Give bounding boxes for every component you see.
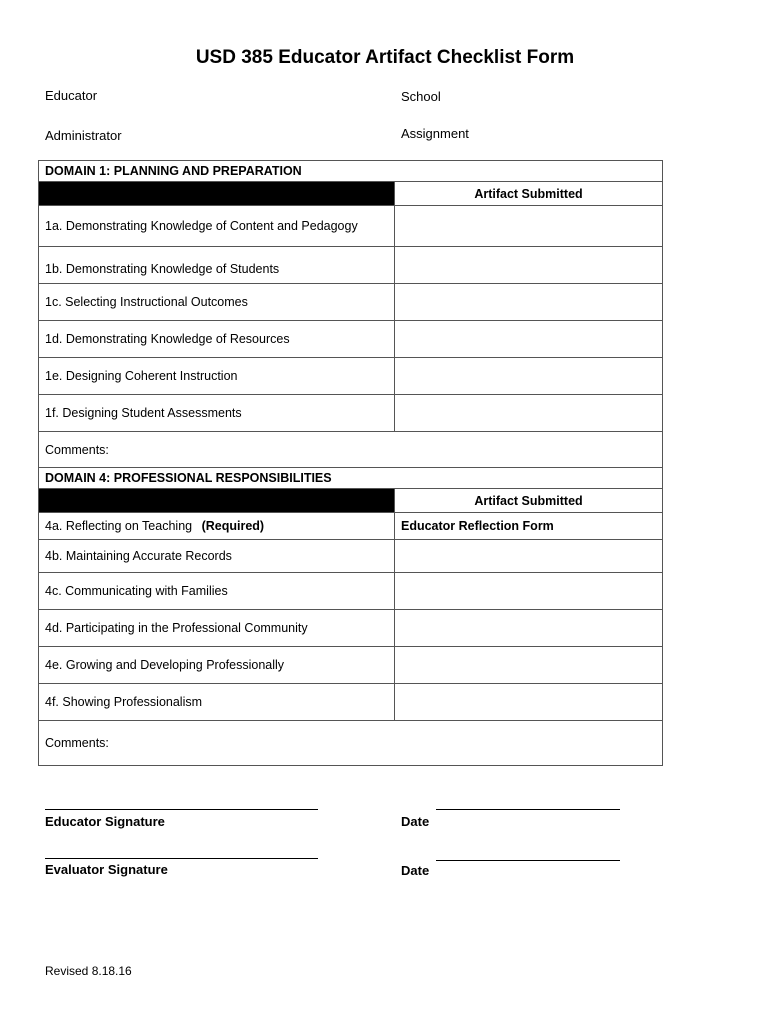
criterion-label: 1f. Designing Student Assessments bbox=[39, 395, 395, 432]
educator-date-line[interactable] bbox=[436, 809, 620, 810]
artifact-cell[interactable] bbox=[395, 610, 663, 647]
table-row bbox=[39, 358, 663, 395]
administrator-label: Administrator bbox=[45, 128, 122, 143]
artifact-cell[interactable] bbox=[395, 206, 663, 247]
artifact-cell[interactable] bbox=[395, 647, 663, 684]
page-title: USD 385 Educator Artifact Checklist Form bbox=[195, 47, 575, 68]
criterion-label-text: 4a. Reflecting on Teaching bbox=[45, 519, 193, 533]
table-row bbox=[39, 247, 663, 284]
educator-signature-label: Educator Signature bbox=[45, 814, 165, 829]
artifact-checklist-table bbox=[38, 160, 663, 766]
table-row bbox=[39, 540, 663, 573]
evaluator-signature-label: Evaluator Signature bbox=[45, 862, 168, 877]
criterion-label: 1c. Selecting Instructional Outcomes bbox=[39, 284, 395, 321]
assignment-label: Assignment bbox=[401, 126, 469, 141]
domain4-header-bar bbox=[39, 489, 395, 513]
criterion-label: 1e. Designing Coherent Instruction bbox=[39, 358, 395, 395]
criterion-label: 4e. Growing and Developing Professionally bbox=[39, 647, 395, 684]
domain1-header-bar bbox=[39, 182, 395, 206]
artifact-cell[interactable] bbox=[395, 573, 663, 610]
evaluator-signature-line[interactable] bbox=[45, 858, 318, 859]
domain1-title: DOMAIN 1: PLANNING AND PREPARATION bbox=[39, 161, 663, 182]
table-row bbox=[39, 395, 663, 432]
artifact-cell[interactable] bbox=[395, 540, 663, 573]
domain4-title: DOMAIN 4: PROFESSIONAL RESPONSIBILITIES bbox=[39, 468, 663, 489]
domain1-artifact-header: Artifact Submitted bbox=[395, 182, 663, 206]
evaluator-date-label: Date bbox=[401, 863, 430, 878]
educator-date-label: Date bbox=[401, 814, 430, 829]
domain1-comments[interactable]: Comments: bbox=[39, 432, 663, 468]
artifact-cell[interactable] bbox=[395, 358, 663, 395]
table-row bbox=[39, 321, 663, 358]
criterion-label: 1d. Demonstrating Knowledge of Resources bbox=[39, 321, 395, 358]
table-row bbox=[39, 610, 663, 647]
table-row bbox=[39, 647, 663, 684]
artifact-cell[interactable] bbox=[395, 321, 663, 358]
table-row bbox=[39, 513, 663, 540]
domain4-artifact-header: Artifact Submitted bbox=[395, 489, 663, 513]
table-row bbox=[39, 684, 663, 721]
educator-label: Educator bbox=[45, 88, 98, 103]
table-row bbox=[39, 206, 663, 247]
artifact-cell[interactable]: Educator Reflection Form bbox=[395, 513, 663, 540]
criterion-label: 1a. Demonstrating Knowledge of Content and Pedagogy bbox=[39, 206, 395, 247]
artifact-cell[interactable] bbox=[395, 284, 663, 321]
table-row bbox=[39, 573, 663, 610]
revision-note: Revised 8.18.16 bbox=[45, 964, 132, 978]
educator-signature-line[interactable] bbox=[45, 809, 318, 810]
artifact-cell[interactable] bbox=[395, 247, 663, 284]
artifact-cell[interactable] bbox=[395, 684, 663, 721]
artifact-cell[interactable] bbox=[395, 395, 663, 432]
criterion-label: 4c. Communicating with Families bbox=[39, 573, 395, 610]
criterion-label: 1b. Demonstrating Knowledge of Students bbox=[39, 247, 395, 284]
criterion-label bbox=[39, 513, 395, 540]
criterion-label: 4d. Participating in the Professional Community bbox=[39, 610, 395, 647]
required-tag: (Required) bbox=[201, 519, 265, 533]
domain4-comments[interactable]: Comments: bbox=[39, 721, 663, 766]
school-label: School bbox=[401, 89, 441, 104]
evaluator-date-line[interactable] bbox=[436, 860, 620, 861]
criterion-label: 4b. Maintaining Accurate Records bbox=[39, 540, 395, 573]
table-row bbox=[39, 284, 663, 321]
criterion-label: 4f. Showing Professionalism bbox=[39, 684, 395, 721]
